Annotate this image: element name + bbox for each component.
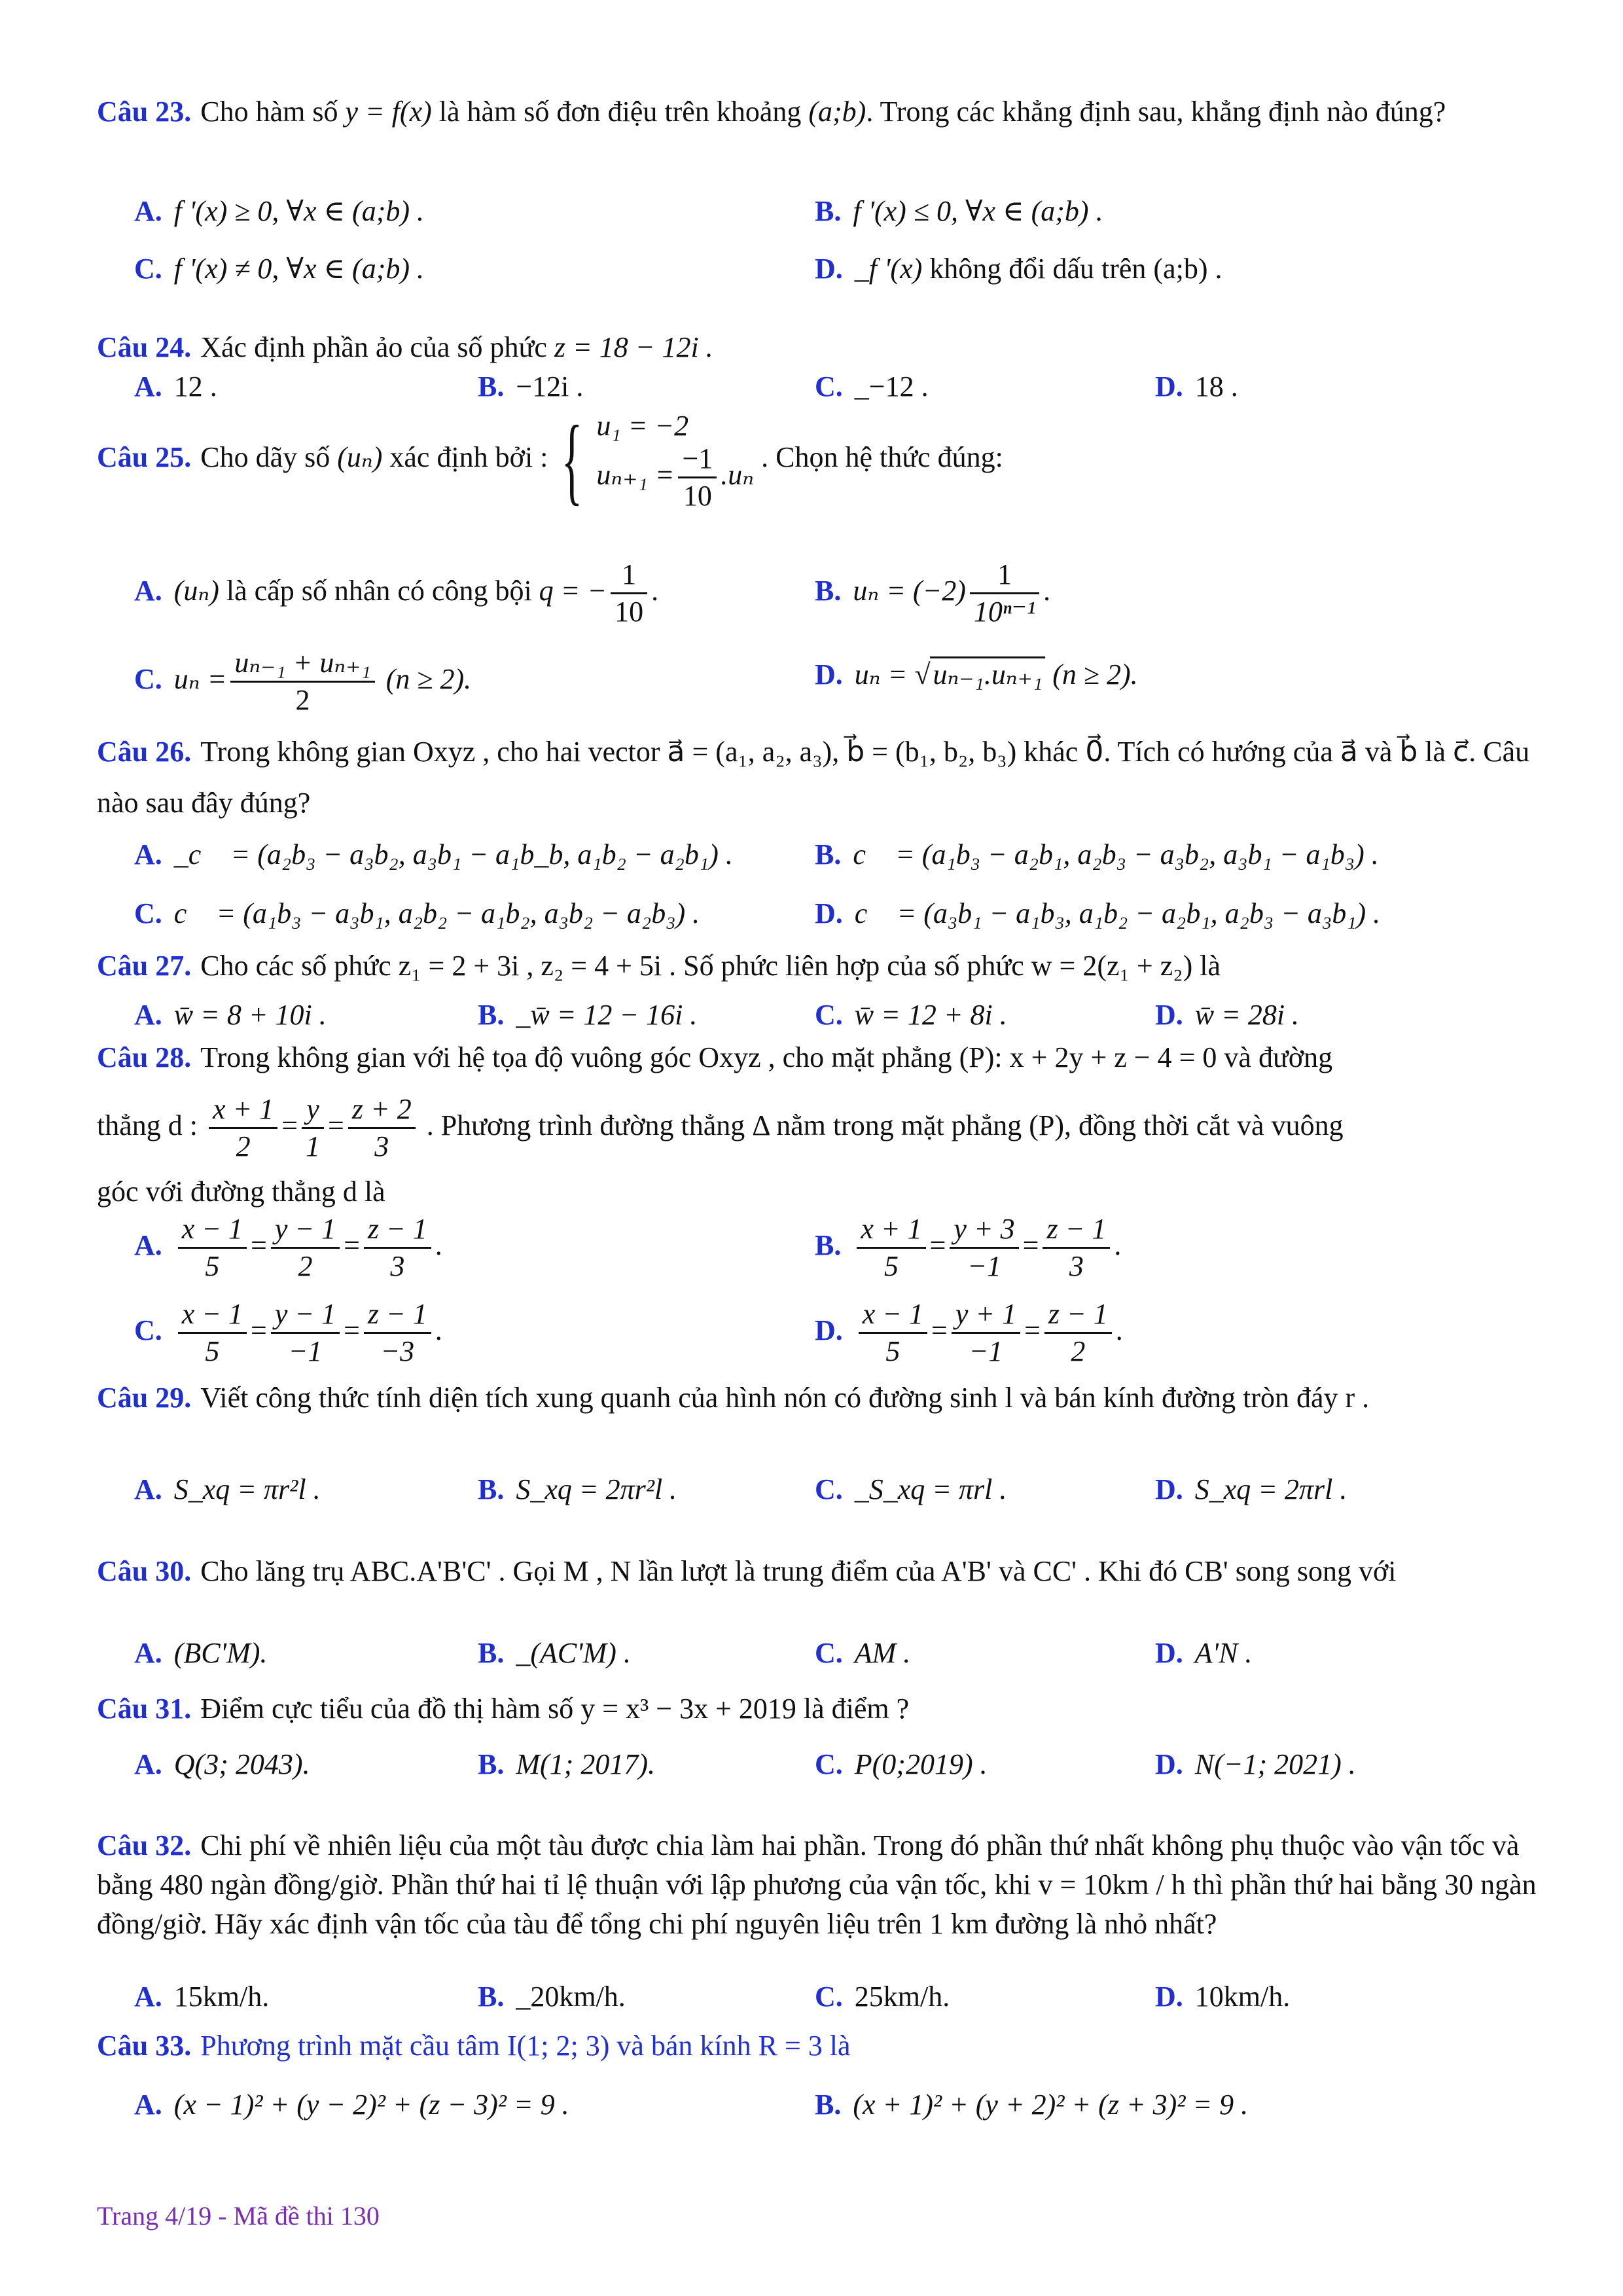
question-number: Câu 28. (97, 1041, 192, 1073)
option-math: (n ≥ 2). (1052, 658, 1138, 691)
option-d[interactable] (815, 249, 1222, 289)
numerator: z − 1 (1044, 1299, 1112, 1334)
option-text: f '(x) ≤ 0, ∀x ∈ (a;b) . (853, 195, 1103, 227)
option-text: f '(x) ≥ 0, ∀x ∈ (a;b) . (173, 195, 425, 227)
option-d[interactable] (1155, 367, 1238, 407)
fraction (271, 1214, 340, 1282)
option-c[interactable] (815, 1469, 1007, 1510)
option-text: 18 . (1194, 370, 1238, 403)
option-label: C. (815, 1748, 843, 1780)
numerator: y − 1 (271, 1299, 340, 1334)
option-label: B. (815, 574, 842, 607)
question-31 (97, 1689, 1538, 1729)
stem-text: góc với đường thẳng d là (97, 1175, 385, 1208)
option-text: S_xq = 2πrl . (1194, 1473, 1347, 1505)
fraction (1043, 1214, 1110, 1282)
fraction (230, 648, 374, 715)
option-c[interactable] (134, 249, 424, 289)
option-label: B. (478, 1473, 505, 1505)
option-label: A. (134, 1637, 162, 1669)
option-c[interactable] (815, 995, 1007, 1035)
option-label: A. (134, 1229, 162, 1261)
stem-text: Cho lăng trụ ABC.A'B'C' . Gọi M , N lần lượt là trung điểm của A'B' và CC' . Khi đó CB' song song với (200, 1555, 1397, 1587)
fraction (364, 1214, 431, 1282)
option-label: B. (478, 1748, 505, 1780)
question-number: Câu 24. (97, 331, 192, 363)
option-text: _(AC'M) . (516, 1637, 631, 1669)
recurrence-system (596, 409, 754, 511)
option-c[interactable] (815, 367, 929, 407)
stem-text: Phương trình mặt cầu tâm I(1; 2; 3) và bán kính R = 3 là (200, 2030, 851, 2062)
numerator: z − 1 (364, 1214, 431, 1249)
question-30 (97, 1551, 1538, 1592)
brace-symbol: { (562, 406, 583, 515)
option-label: B. (815, 195, 842, 227)
option-d[interactable] (815, 893, 1380, 934)
option-label: D. (815, 253, 843, 285)
fraction (678, 444, 717, 511)
option-d[interactable] (1155, 1977, 1290, 2017)
option-d[interactable] (1155, 1633, 1252, 1674)
stem-math: (uₙ) (337, 441, 383, 474)
question-number: Câu 29. (97, 1382, 192, 1414)
stem-text: Trong không gian với hệ tọa độ vuông góc Oxyz , cho mặt phẳng (P): x + 2y + z − 4 = 0 và đường (200, 1041, 1333, 1073)
denominator: 2 (1071, 1335, 1086, 1368)
option-text: _c⃗ = (a₂b₃ − a₃b₂, a₃b₁ − a₁b_b, a₁b₂ − a₂b₁) . (173, 838, 733, 870)
option-b[interactable] (815, 560, 1050, 627)
fraction (364, 1299, 431, 1367)
option-text: c⃗ = (a₁b₃ − a₃b₁, a₂b₂ − a₁b₂, a₃b₂ − a₂b₃) . (173, 897, 700, 929)
option-label: D. (1155, 370, 1183, 403)
option-math: _f '(x) (854, 253, 923, 285)
fraction (302, 1094, 324, 1162)
question-32 (97, 1826, 1538, 1944)
option-b[interactable] (478, 367, 583, 407)
option-text: (BC'M). (173, 1637, 268, 1669)
stem-text: Chi phí về nhiên liệu của một tàu được chia làm hai phần. Trong đó phần thứ nhất không phụ thuộc vào vận tốc và bằng 480 ngàn đồng/giờ. Phần thứ hai tỉ lệ thuận với lập phương của vận tốc, khi v = 10km / h thì phần thứ hai bằng 30 ngàn đồng/giờ. Hãy xác định vận tốc của tàu để tổng chi phí nguyên liệu trên 1 km đường là nhỏ nhất? (97, 1829, 1537, 1940)
option-math: q = − (539, 574, 607, 607)
question-28-line-2: thẳng d : $\frac{x + 1}{2}$ = $\frac{y}{1}$ = $\frac{z + 2}{3}$ . Phương trình đường thẳng Δ nằm trong mặt phẳng (P), đồng thời cắt và vuông (97, 1093, 1344, 1163)
option-label: B. (815, 1229, 842, 1261)
stem-text: . Phương trình đường thẳng Δ nằm trong mặt phẳng (P), đồng thời cắt và vuông (426, 1109, 1344, 1141)
stem-text: thẳng d : (97, 1109, 198, 1141)
option-a[interactable] (134, 1469, 321, 1510)
option-d[interactable]: D. $\frac{x - 1}{5}$ = $\frac{y + 1}{-1}$ = $\frac{z - 1}{2}$ . (815, 1298, 1123, 1368)
option-label: A. (134, 2089, 162, 2121)
fraction (178, 1299, 247, 1367)
option-label: A. (134, 370, 162, 403)
fraction (952, 1299, 1020, 1367)
fraction (611, 560, 647, 627)
numerator: x + 1 (857, 1214, 925, 1249)
option-text: M(1; 2017). (516, 1748, 655, 1780)
option-math: (n ≥ 2). (385, 662, 472, 695)
question-number: Câu 30. (97, 1555, 192, 1587)
numerator: z − 1 (364, 1299, 431, 1334)
option-label: D. (1155, 1637, 1183, 1669)
option-label: D. (1155, 1473, 1183, 1505)
fraction (209, 1094, 277, 1162)
option-a[interactable] (134, 1633, 267, 1674)
option-text: 25km/h. (854, 1981, 950, 2013)
option-a[interactable] (134, 367, 217, 407)
option-b[interactable] (478, 995, 697, 1035)
denominator: 3 (390, 1250, 405, 1283)
option-b[interactable] (478, 1469, 677, 1510)
stem-text: . Chọn hệ thức đúng: (761, 441, 1003, 474)
numerator: uₙ₋₁ + uₙ₊₁ (230, 648, 374, 683)
option-label: D. (1155, 1748, 1183, 1780)
stem-text: Trong không gian Oxyz , cho hai vector a⃗ = (a₁, a₂, a₃), b⃗ = (b₁, b₂, b₃) khác 0⃗. Tích có hướng của a⃗ và b⃗ là c⃗. Câu nào sau đây đúng? (97, 736, 1530, 819)
option-text: w̄ = 28i . (1194, 999, 1300, 1031)
option-b[interactable] (478, 1633, 631, 1674)
option-d[interactable] (1155, 1744, 1356, 1785)
page-footer: Trang 4/19 - Mã đề thi 130 (97, 2201, 380, 2231)
option-a[interactable] (134, 834, 733, 875)
option-text: f '(x) ≠ 0, ∀x ∈ (a;b) . (173, 253, 425, 285)
option-label: D. (1155, 999, 1183, 1031)
option-label: B. (478, 999, 505, 1031)
question-number: Câu 26. (97, 736, 192, 768)
option-label: C. (134, 253, 162, 285)
denominator: −1 (969, 1335, 1003, 1368)
option-a[interactable] (134, 1744, 310, 1785)
option-math: uₙ = (−2) (853, 574, 966, 607)
fraction (950, 1214, 1018, 1282)
option-text: _20km/h. (516, 1981, 626, 2013)
option-c[interactable] (815, 1977, 950, 2017)
option-text: 15km/h. (173, 1981, 270, 2013)
option-text: (x + 1)² + (y + 2)² + (z + 3)² = 9 . (853, 2089, 1249, 2121)
option-text: . (651, 574, 659, 607)
numerator: z − 1 (1043, 1214, 1110, 1249)
option-a[interactable] (134, 1977, 269, 2017)
option-text: A'N . (1194, 1637, 1253, 1669)
option-text: _w̄ = 12 − 16i . (516, 999, 698, 1031)
option-label: A. (134, 1981, 162, 2013)
option-d[interactable] (1155, 995, 1299, 1035)
question-26 (97, 726, 1538, 829)
option-text: không đổi dấu trên (a;b) . (929, 253, 1222, 285)
option-text: c⃗ = (a₁b₃ − a₂b₁, a₂b₃ − a₃b₂, a₃b₁ − a₁b₃) . (853, 838, 1379, 870)
option-a[interactable] (134, 2085, 569, 2125)
stem-text: là hàm số đơn điệu trên khoảng (438, 96, 802, 128)
stem-math: (a;b) (808, 96, 866, 128)
numerator: x + 1 (209, 1094, 277, 1129)
question-28-line-3 (97, 1172, 1538, 1212)
option-label: C. (134, 897, 162, 929)
system-rhs: .uₙ (721, 458, 755, 491)
option-a[interactable] (134, 191, 424, 232)
option-text: . (1043, 574, 1051, 607)
option-c[interactable] (815, 1633, 910, 1674)
option-label: C. (815, 999, 843, 1031)
option-text: P(0;2019) . (854, 1748, 988, 1780)
option-label: A. (134, 574, 162, 607)
option-label: B. (478, 1981, 505, 2013)
numerator: y (302, 1094, 324, 1129)
option-label: A. (134, 1473, 162, 1505)
fraction (859, 1299, 927, 1367)
option-math: uₙ = (173, 662, 227, 695)
denominator: −1 (967, 1250, 1001, 1283)
denominator: 5 (885, 1335, 901, 1368)
option-text: N(−1; 2021) . (1194, 1748, 1356, 1780)
option-label: B. (478, 1637, 505, 1669)
question-number: Câu 23. (97, 96, 192, 128)
question-number: Câu 25. (97, 441, 192, 474)
stem-text: . Trong các khẳng định sau, khẳng định nào đúng? (866, 96, 1446, 128)
numerator: y + 3 (950, 1214, 1018, 1249)
denominator: 2 (298, 1250, 313, 1283)
option-label: C. (815, 370, 843, 403)
question-28 (97, 1037, 1538, 1078)
option-label: C. (134, 1314, 162, 1346)
question-23 (97, 92, 1538, 132)
option-b[interactable] (815, 2085, 1248, 2125)
option-label: A. (134, 999, 162, 1031)
option-b[interactable] (815, 834, 1379, 875)
option-label: A. (134, 195, 162, 227)
denominator: 5 (205, 1335, 220, 1368)
numerator: z + 2 (348, 1094, 416, 1129)
question-25 (97, 406, 1538, 515)
system-lhs: uₙ₊₁ = (596, 458, 675, 491)
option-text: _S_xq = πrl . (854, 1473, 1007, 1505)
denominator: 2 (295, 684, 310, 717)
option-math: uₙ = (854, 658, 908, 691)
numerator: x − 1 (178, 1214, 247, 1249)
fraction (348, 1094, 416, 1162)
option-text: là cấp số nhân có công bội (226, 574, 532, 607)
option-text: (x − 1)² + (y − 2)² + (z − 3)² = 9 . (173, 2089, 569, 2121)
question-27 (97, 946, 1538, 986)
denominator: 5 (205, 1250, 220, 1283)
denominator: 1 (306, 1130, 321, 1163)
question-number: Câu 31. (97, 1693, 192, 1725)
option-c[interactable] (134, 893, 700, 934)
numerator: 1 (970, 560, 1039, 594)
stem-text: Cho hàm số (200, 96, 338, 128)
option-label: C. (815, 1981, 843, 2013)
option-b[interactable] (478, 1744, 655, 1785)
option-text: S_xq = 2πr²l . (516, 1473, 677, 1505)
numerator: y − 1 (271, 1214, 340, 1249)
option-b[interactable] (478, 1977, 626, 2017)
option-label: D. (815, 1314, 843, 1346)
stem-text: xác định bởi : (389, 441, 548, 474)
stem-text: Cho các số phức z₁ = 2 + 3i , z₂ = 4 + 5i . Số phức liên hợp của số phức w = 2(z₁ + z₂) là (200, 950, 1221, 982)
question-24 (97, 327, 1538, 368)
numerator: x − 1 (859, 1299, 927, 1334)
option-c[interactable]: C. $\frac{x - 1}{5}$ = $\frac{y - 1}{-1}$ = $\frac{z - 1}{-3}$ . (134, 1298, 442, 1368)
option-label: B. (815, 838, 842, 870)
option-text: w̄ = 8 + 10i . (173, 999, 327, 1031)
option-text: −12i . (516, 370, 584, 403)
option-label: B. (478, 370, 505, 403)
question-29 (97, 1378, 1538, 1418)
option-text: AM . (854, 1637, 911, 1669)
option-text: Q(3; 2043). (173, 1748, 310, 1780)
option-b[interactable] (815, 191, 1103, 232)
option-label: D. (815, 897, 843, 929)
option-d[interactable] (1155, 1469, 1347, 1510)
option-text: S_xq = πr²l . (173, 1473, 321, 1505)
option-text: 10km/h. (1194, 1981, 1291, 2013)
option-label: A. (134, 1748, 162, 1780)
option-text: w̄ = 12 + 8i . (854, 999, 1007, 1031)
numerator: y + 1 (952, 1299, 1020, 1334)
denominator: −1 (288, 1335, 323, 1368)
stem-math: z = 18 − 12i . (554, 331, 713, 363)
option-label: D. (1155, 1981, 1183, 2013)
denominator: 10 (683, 479, 712, 512)
denominator: 3 (374, 1130, 389, 1163)
option-label: C. (815, 1473, 843, 1505)
option-d[interactable]: D. uₙ = √uₙ₋₁.uₙ₊₁ (n ≥ 2). (815, 655, 1138, 695)
option-text: 12 . (173, 370, 217, 403)
option-a[interactable] (134, 560, 658, 627)
fraction (857, 1214, 925, 1282)
option-label: B. (815, 2089, 842, 2121)
sqrt-content: uₙ₋₁.uₙ₊₁ (930, 656, 1045, 691)
option-c[interactable] (815, 1744, 988, 1785)
fraction (271, 1299, 340, 1367)
option-text: _−12 . (854, 370, 929, 403)
numerator: x − 1 (178, 1299, 247, 1334)
question-number: Câu 32. (97, 1829, 192, 1861)
stem-math: y = f(x) (345, 96, 432, 128)
system-line (596, 444, 754, 511)
fraction (970, 560, 1039, 627)
denominator: 3 (1069, 1250, 1084, 1283)
denominator: 10ⁿ⁻¹ (973, 596, 1036, 628)
denominator: 2 (236, 1130, 251, 1163)
option-label: C. (134, 662, 162, 695)
option-label: C. (815, 1637, 843, 1669)
stem-text: Xác định phần ảo của số phức (200, 331, 547, 363)
system-line: u₁ = −2 (596, 410, 689, 442)
numerator: −1 (678, 444, 717, 478)
stem-text: Điểm cực tiểu của đồ thị hàm số y = x³ − 3x + 2019 là điểm ? (200, 1693, 910, 1725)
option-b[interactable]: B. $\frac{x + 1}{5}$ = $\frac{y + 3}{-1}$ = $\frac{z - 1}{3}$ . (815, 1213, 1122, 1283)
fraction (1044, 1299, 1112, 1367)
option-math: (uₙ) (173, 574, 219, 607)
question-33 (97, 2026, 1538, 2066)
stem-text: Viết công thức tính diện tích xung quanh của hình nón có đường sinh l và bán kính đường tròn đáy r . (200, 1382, 1370, 1414)
option-a[interactable]: A. $\frac{x - 1}{5}$ = $\frac{y - 1}{2}$ = $\frac{z - 1}{3}$ . (134, 1213, 442, 1283)
question-number: Câu 33. (97, 2030, 192, 2062)
stem-text: Cho dãy số (200, 441, 330, 474)
question-number: Câu 27. (97, 950, 192, 982)
denominator: −3 (380, 1335, 415, 1368)
denominator: 10 (615, 596, 644, 628)
option-c[interactable] (134, 648, 471, 715)
option-label: D. (815, 658, 843, 691)
option-label: A. (134, 838, 162, 870)
option-text: c⃗ = (a₃b₁ − a₁b₃, a₁b₂ − a₂b₁, a₂b₃ − a₃b₁) . (854, 897, 1381, 929)
denominator: 5 (883, 1250, 899, 1283)
numerator: 1 (611, 560, 647, 594)
option-a[interactable] (134, 995, 327, 1035)
fraction (178, 1214, 247, 1282)
